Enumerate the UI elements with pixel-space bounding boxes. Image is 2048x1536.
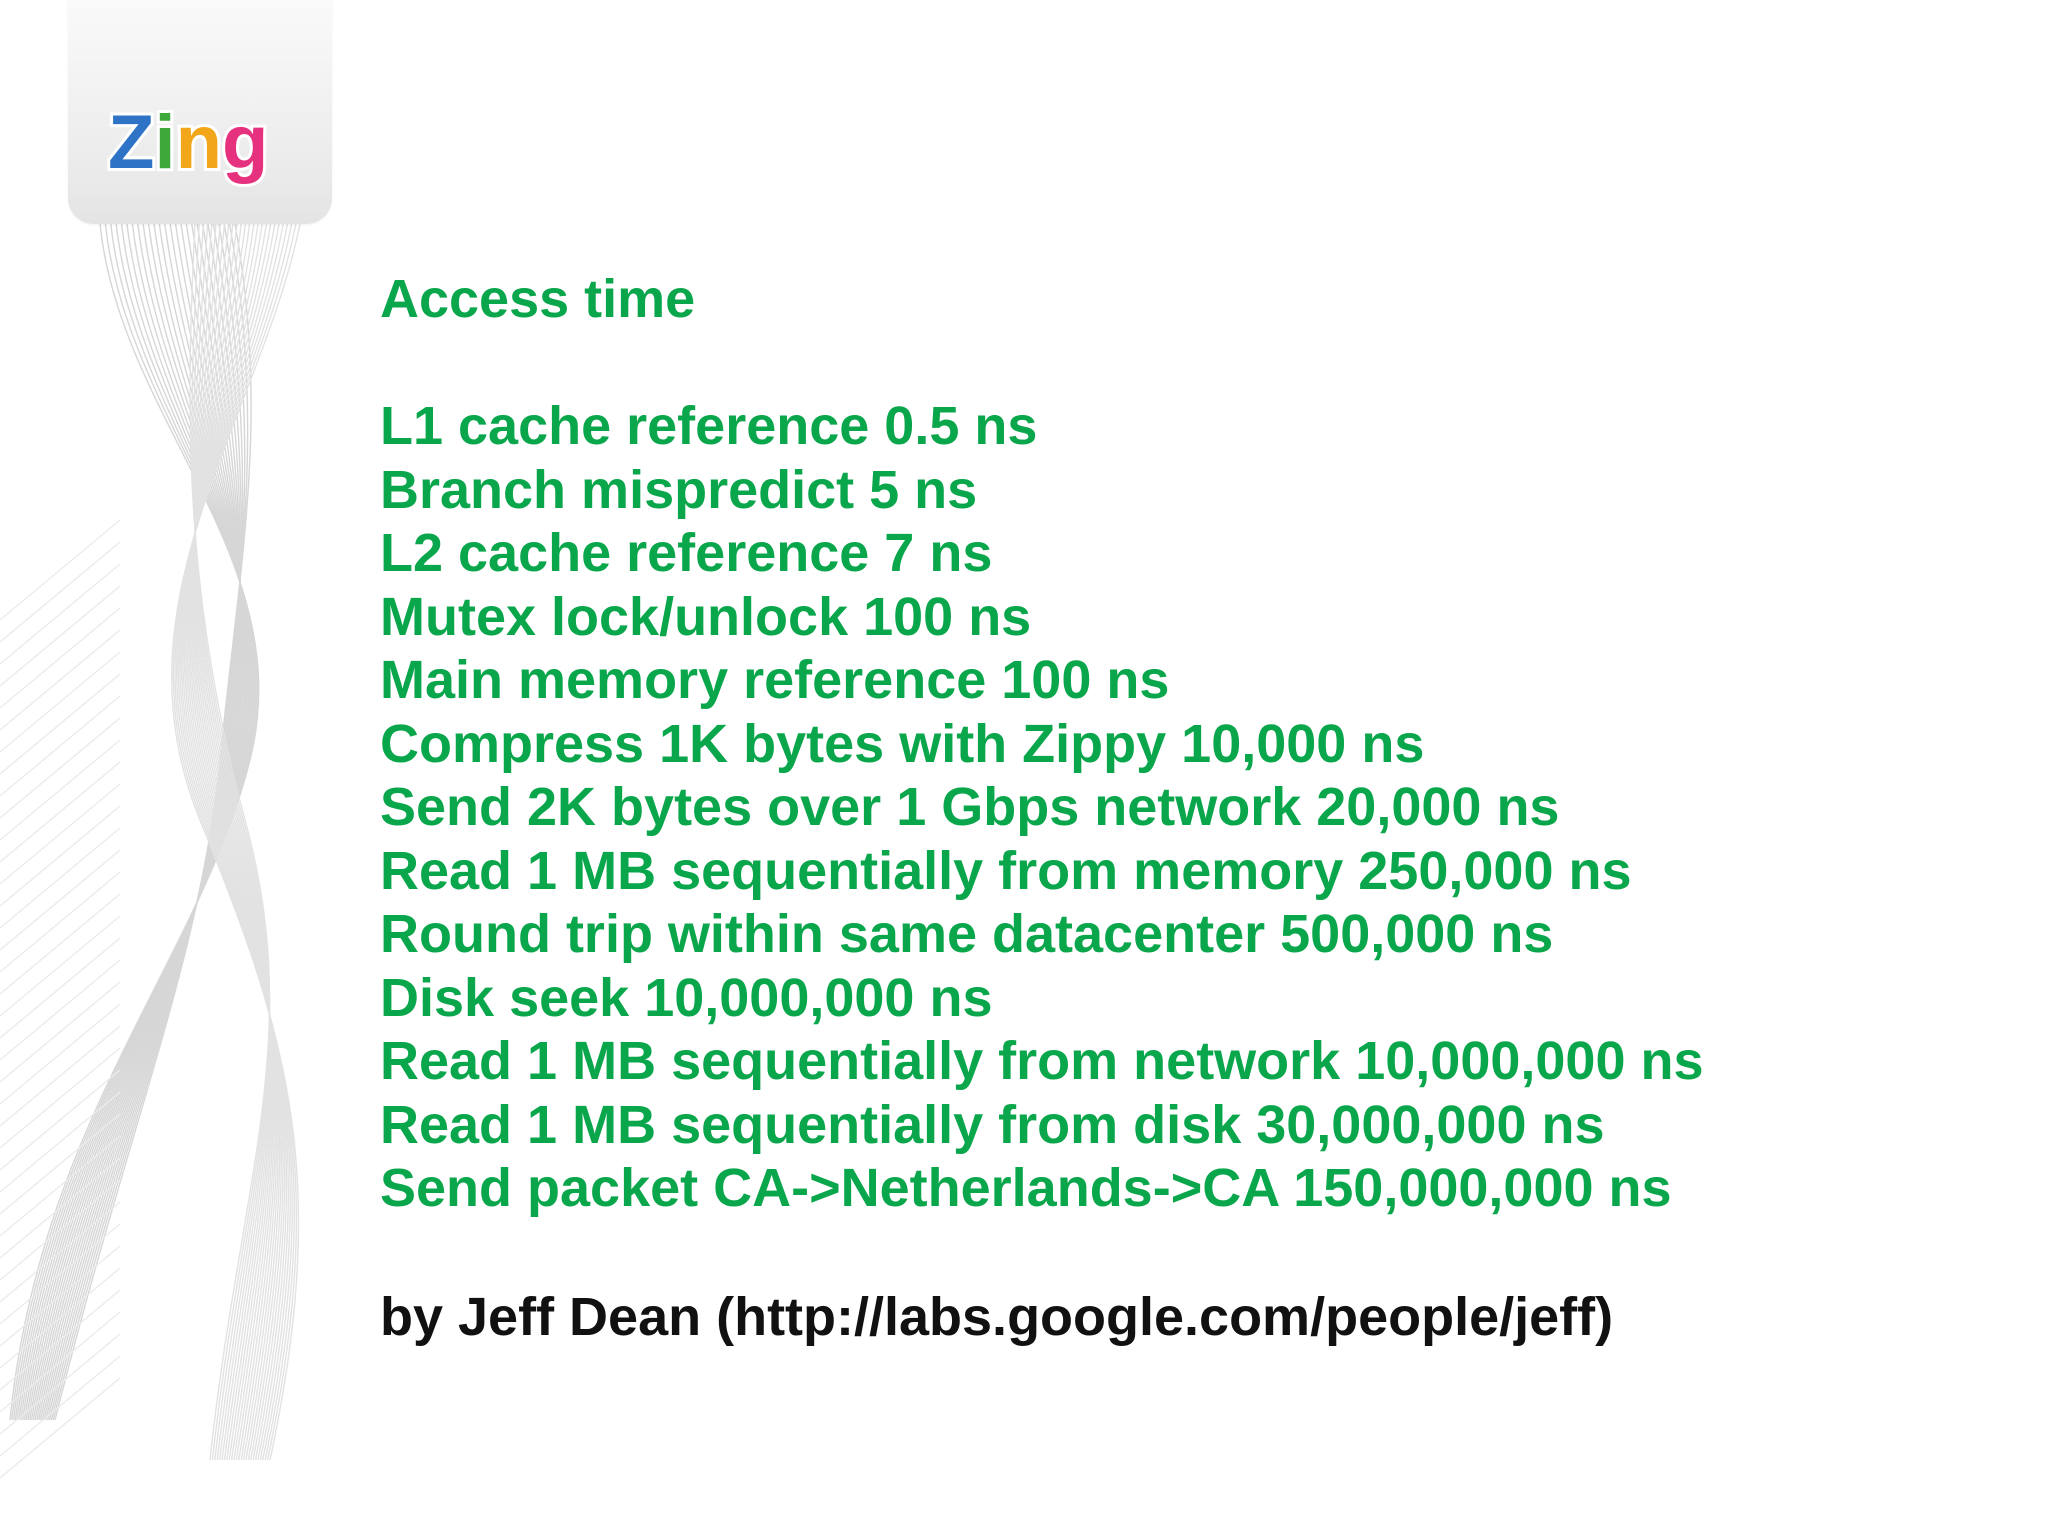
- hatch-line: [0, 784, 120, 884]
- list-item: Mutex lock/unlock 100 ns: [380, 586, 1032, 647]
- list-item: L1 cache reference 0.5 ns: [380, 396, 1038, 456]
- logo-letter: Z: [108, 100, 155, 185]
- hatch-line: [0, 630, 120, 730]
- access-time-list: [380, 395, 2000, 1221]
- list-item: Round trip within same datacenter 500,000 ns: [380, 904, 1554, 964]
- list-item: Main memory reference 100 ns: [380, 650, 1170, 710]
- logo-letter: i: [154, 100, 176, 185]
- zing-logo: [100, 96, 300, 192]
- hatch-line: [0, 850, 120, 950]
- hatch-line: [0, 520, 120, 620]
- decorative-swirl-lines: [0, 0, 420, 1536]
- list-item: Read 1 MB sequentially from memory 250,000 ns: [380, 840, 1632, 901]
- hatch-line: [0, 564, 120, 664]
- hatch-line: [0, 696, 120, 796]
- hatch-line: [0, 982, 120, 1082]
- hatch-line: [0, 608, 120, 708]
- list-item: Branch mispredict 5 ns: [380, 459, 978, 520]
- hatch-line: [0, 806, 120, 906]
- hatch-line: [0, 652, 120, 752]
- hatch-line: [0, 586, 120, 686]
- hatch-line: [0, 960, 120, 1060]
- logo-letter: n: [175, 100, 222, 185]
- list-item: Disk seek 10,000,000 ns: [380, 967, 993, 1028]
- list-item: Send 2K bytes over 1 Gbps network 20,000 ns: [380, 777, 1560, 837]
- hatch-line: [0, 762, 120, 862]
- hatch-line: [0, 828, 120, 928]
- logo-wordmark: [108, 100, 268, 185]
- hatch-line: [0, 542, 120, 642]
- hatch-line: [0, 938, 120, 1038]
- slide-body: [380, 268, 2000, 1221]
- list-item: Read 1 MB sequentially from network 10,000,000 ns: [380, 1031, 1704, 1091]
- author-credit: by Jeff Dean (http://labs.google.com/people/jeff): [380, 1287, 1614, 1347]
- hatch-line: [0, 894, 120, 994]
- hatch-line: [0, 872, 120, 972]
- hatch-line: [0, 1004, 120, 1104]
- hatch-line: [0, 718, 120, 818]
- hatch-line: [0, 916, 120, 1016]
- slide-title: Access time: [380, 269, 696, 329]
- list-item: Compress 1K bytes with Zippy 10,000 ns: [380, 713, 1425, 774]
- list-item: L2 cache reference 7 ns: [380, 523, 993, 583]
- hatch-line: [0, 740, 120, 840]
- logo-letter: g: [222, 100, 269, 185]
- list-item: Read 1 MB sequentially from disk 30,000,000 ns: [380, 1094, 1605, 1155]
- hatch-line: [0, 674, 120, 774]
- list-item: Send packet CA->Netherlands->CA 150,000,000 ns: [380, 1158, 1672, 1218]
